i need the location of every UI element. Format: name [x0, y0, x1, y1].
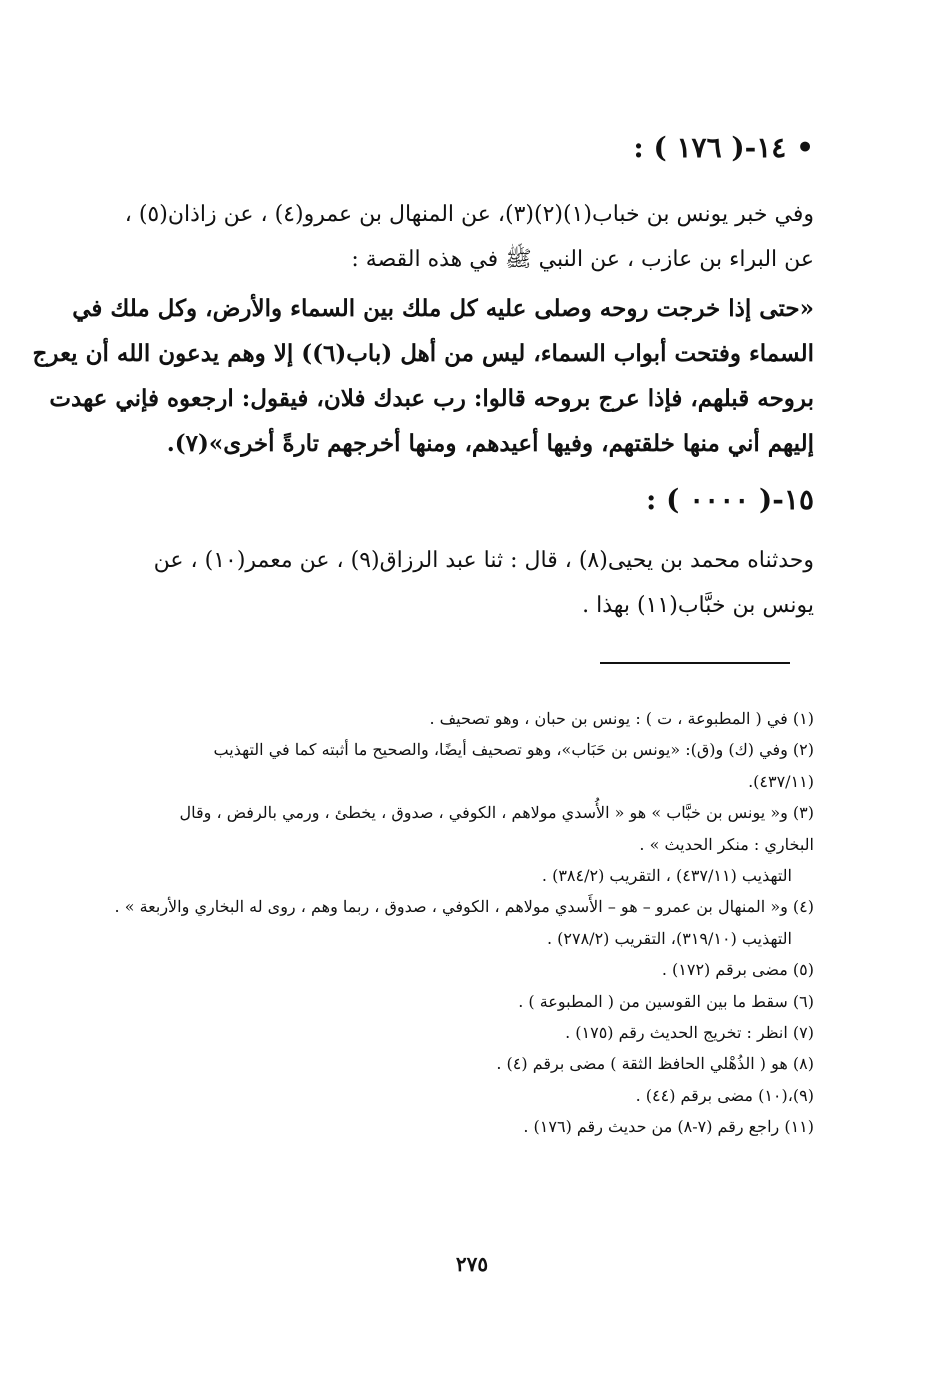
text-line: وحدثناه محمد بن يحيى(٨) ، قال : ثنا عبد الرزاق(٩) ، عن معمر(١٠) ، عن [153, 548, 814, 573]
footnote: التهذيب (٣١٩/١٠)، التقريب (٢٧٨/٢) . [546, 928, 792, 948]
text-line: إليهم أني منها خلقتهم، وفيها أعيدهم، ومنها أخرجهم تارةً أخرى»(٧). [166, 430, 814, 457]
text-line: يونس بن خبَّاب(١١) بهذا . [582, 593, 814, 618]
footnote: (٨) هو ( الذُهْلي الحافظ الثقة ) مضى برقم (٤) . [496, 1054, 814, 1074]
text-line: عن البراء بن عازب ، عن النبي ﷺ في هذه القصة : [351, 247, 814, 272]
footnote: (٦) سقط ما بين القوسين من ( المطبوعة ) . [518, 991, 814, 1011]
text-line: «حتى إذا خرجت روحه وصلى عليه كل ملك بين السماء والأرض، وكل ملك في [72, 295, 814, 322]
footnote: (٩)،(١٠) مضى برقم (٤٤) . [635, 1085, 814, 1105]
footnote: (٤) و« المنهال بن عمرو – هو – الأَسدي مولاهم ، الكوفي ، صدوق ، ربما وهم ، روى له البخاري والأربعة » . [114, 897, 814, 917]
footnote: (٢) وفي (ك) و(ق): «يونس بن حَبَاب»، وهو تصحيف أيضًا، والصحيح ما أثبته كما في التهذيب [213, 740, 814, 760]
page-number: ٢٧٥ [455, 1252, 489, 1276]
footnote: (٧) انظر : تخريج الحديث رقم (١٧٥) . [565, 1023, 814, 1043]
hadith-text [32, 286, 814, 466]
footnotes [114, 703, 814, 1143]
hadith-heading-14: • ١٤-( ١٧٦ ) : [633, 131, 814, 164]
footnote: (٥) مضى برقم (١٧٢) . [661, 960, 814, 980]
footnote-separator [600, 662, 790, 664]
text-line: السماء وفتحت أبواب السماء، ليس من أهل (باب(٦)) إلا وهم يدعون الله أن يعرج [32, 340, 814, 367]
footnote: (١١) راجع رقم (٧-٨) من حديث رقم (١٧٦) . [523, 1117, 814, 1137]
footnote: (٤٣٧/١١). [748, 771, 814, 791]
text-line: بروحه قبلهم، فإذا عرج بروحه قالوا: رب عبدك فلان، فيقول: ارجعوه فإني عهدت [49, 385, 814, 412]
footnote: التهذيب (٤٣٧/١١) ، التقريب (٣٨٤/٢) . [541, 866, 792, 886]
chain-paragraph-2 [140, 538, 814, 628]
chain-paragraph [124, 192, 814, 282]
hadith-heading-15: ١٥-( ٠٠٠٠ ) : [646, 483, 814, 516]
text-line: وفي خبر يونس بن خباب(١)(٢)(٣)، عن المنهال بن عمرو(٤) ، عن زاذان(٥) ، [124, 202, 814, 227]
footnote: (١) في ( المطبوعة ، ت ) : يونس بن حبان ، وهو تصحيف . [429, 709, 814, 728]
footnote: البخاري : منكر الحديث » . [639, 834, 814, 854]
footnote: (٣) و« يونس بن خبَّاب » هو « الأُسدي مولاهم ، الكوفي ، صدوق ، يخطئ ، ورمي بالرفض ، وقال [179, 803, 814, 823]
